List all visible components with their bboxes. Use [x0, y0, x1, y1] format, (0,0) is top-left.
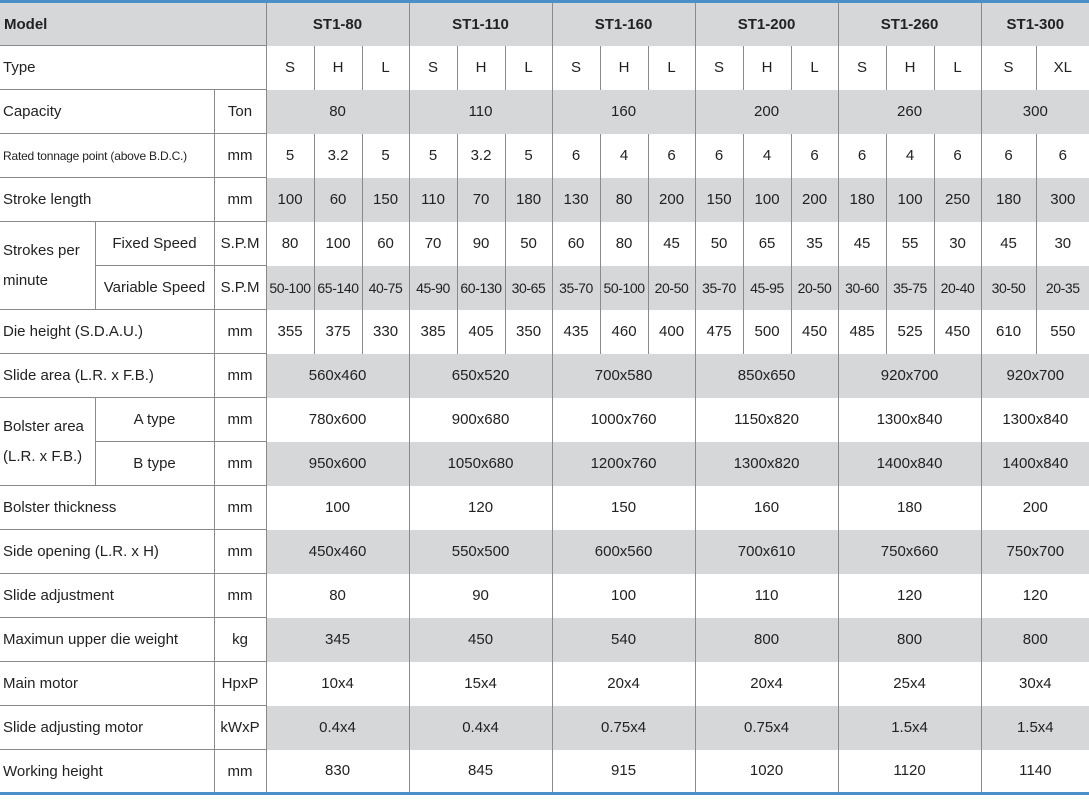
value-cell: S	[695, 46, 743, 90]
value-cell: 250	[934, 178, 981, 222]
value-cell: L	[934, 46, 981, 90]
value-cell: 0.75x4	[695, 706, 838, 750]
value-cell: 915	[552, 750, 695, 794]
value-cell: 6	[934, 134, 981, 178]
value-cell: 830	[266, 750, 409, 794]
row-unit: mm	[214, 750, 266, 794]
value-cell: 950x600	[266, 442, 409, 486]
value-cell: 30-60	[838, 266, 886, 310]
value-cell: 150	[695, 178, 743, 222]
row-unit: mm	[214, 398, 266, 442]
value-cell: 180	[981, 178, 1036, 222]
value-cell: 450	[791, 310, 838, 354]
value-cell: 10x4	[266, 662, 409, 706]
value-cell: 750x700	[981, 530, 1089, 574]
value-cell: 100	[552, 574, 695, 618]
value-cell: H	[314, 46, 362, 90]
value-cell: S	[266, 46, 314, 90]
value-cell: 450	[409, 618, 552, 662]
value-cell: 450x460	[266, 530, 409, 574]
value-cell: H	[457, 46, 505, 90]
value-cell: 600x560	[552, 530, 695, 574]
group-label: Bolster area (L.R. x F.B.)	[0, 398, 95, 486]
value-cell: 6	[838, 134, 886, 178]
row-side-opening	[0, 530, 1089, 574]
row-capacity	[0, 90, 1089, 134]
value-cell: 650x520	[409, 354, 552, 398]
row-unit: kWxP	[214, 706, 266, 750]
row-max-upper-die-weight	[0, 618, 1089, 662]
value-cell: 1120	[838, 750, 981, 794]
value-cell: 400	[648, 310, 695, 354]
model-header: ST1-260	[838, 2, 981, 46]
value-cell: 30x4	[981, 662, 1089, 706]
row-label: B type	[95, 442, 214, 486]
value-cell: 6	[1036, 134, 1089, 178]
value-cell: 540	[552, 618, 695, 662]
value-cell: 110	[409, 90, 552, 134]
value-cell: 80	[266, 222, 314, 266]
value-cell: 60	[362, 222, 409, 266]
row-label: Side opening (L.R. x H)	[0, 530, 214, 574]
value-cell: 40-75	[362, 266, 409, 310]
value-cell: H	[886, 46, 934, 90]
value-cell: 50	[695, 222, 743, 266]
value-cell: 3.2	[314, 134, 362, 178]
value-cell: 920x700	[981, 354, 1089, 398]
model-header: ST1-80	[266, 2, 409, 46]
value-cell: 6	[552, 134, 600, 178]
model-header: ST1-300	[981, 2, 1089, 46]
value-cell: 355	[266, 310, 314, 354]
value-cell: 1400x840	[838, 442, 981, 486]
value-cell: S	[409, 46, 457, 90]
row-unit: kg	[214, 618, 266, 662]
value-cell: 1140	[981, 750, 1089, 794]
value-cell: 65	[743, 222, 791, 266]
value-cell: 345	[266, 618, 409, 662]
value-cell: 1300x840	[838, 398, 981, 442]
value-cell: S	[552, 46, 600, 90]
value-cell: 800	[981, 618, 1089, 662]
value-cell: H	[743, 46, 791, 90]
row-label: Fixed Speed	[95, 222, 214, 266]
row-die-height	[0, 310, 1089, 354]
value-cell: 6	[695, 134, 743, 178]
value-cell: 200	[695, 90, 838, 134]
value-cell: 0.4x4	[409, 706, 552, 750]
value-cell: 35-70	[695, 266, 743, 310]
row-unit: mm	[214, 486, 266, 530]
value-cell: 920x700	[838, 354, 981, 398]
value-cell: 1150x820	[695, 398, 838, 442]
row-label: Working height	[0, 750, 214, 794]
value-cell: 1000x760	[552, 398, 695, 442]
row-label: Maximun upper die weight	[0, 618, 214, 662]
value-cell: 30-50	[981, 266, 1036, 310]
value-cell: 45-95	[743, 266, 791, 310]
row-slide-adjustment	[0, 574, 1089, 618]
value-cell: 6	[791, 134, 838, 178]
value-cell: 15x4	[409, 662, 552, 706]
row-unit: S.P.M	[214, 266, 266, 310]
value-cell: 180	[838, 178, 886, 222]
value-cell: 405	[457, 310, 505, 354]
value-cell: 20-50	[791, 266, 838, 310]
value-cell: 35-70	[552, 266, 600, 310]
row-label: Slide area (L.R. x F.B.)	[0, 354, 214, 398]
value-cell: 450	[934, 310, 981, 354]
row-label: Variable Speed	[95, 266, 214, 310]
value-cell: 80	[266, 90, 409, 134]
value-cell: 55	[886, 222, 934, 266]
value-cell: 560x460	[266, 354, 409, 398]
row-rated-tonnage	[0, 134, 1089, 178]
row-unit: S.P.M	[214, 222, 266, 266]
value-cell: 130	[552, 178, 600, 222]
value-cell: 100	[886, 178, 934, 222]
row-unit: mm	[214, 310, 266, 354]
value-cell: 180	[838, 486, 981, 530]
value-cell: 485	[838, 310, 886, 354]
value-cell: XL	[1036, 46, 1089, 90]
value-cell: 780x600	[266, 398, 409, 442]
value-cell: 110	[409, 178, 457, 222]
row-slide-area	[0, 354, 1089, 398]
value-cell: 90	[409, 574, 552, 618]
value-cell: L	[505, 46, 552, 90]
value-cell: 800	[838, 618, 981, 662]
row-variable-speed	[0, 266, 1089, 310]
value-cell: 1400x840	[981, 442, 1089, 486]
value-cell: 120	[409, 486, 552, 530]
row-label: Stroke length	[0, 178, 214, 222]
value-cell: 120	[838, 574, 981, 618]
value-cell: 200	[648, 178, 695, 222]
value-cell: 70	[409, 222, 457, 266]
value-cell: 900x680	[409, 398, 552, 442]
value-cell: 20x4	[552, 662, 695, 706]
value-cell: 475	[695, 310, 743, 354]
row-label: Bolster thickness	[0, 486, 214, 530]
row-bolster-b	[0, 442, 1089, 486]
value-cell: L	[362, 46, 409, 90]
value-cell: 1.5x4	[838, 706, 981, 750]
value-cell: 550x500	[409, 530, 552, 574]
value-cell: 385	[409, 310, 457, 354]
value-cell: 6	[981, 134, 1036, 178]
row-unit: mm	[214, 178, 266, 222]
row-label: A type	[95, 398, 214, 442]
value-cell: 1.5x4	[981, 706, 1089, 750]
row-bolster-thickness	[0, 486, 1089, 530]
value-cell: 30	[934, 222, 981, 266]
value-cell: 160	[552, 90, 695, 134]
value-cell: 80	[600, 178, 648, 222]
row-unit: mm	[214, 134, 266, 178]
value-cell: 65-140	[314, 266, 362, 310]
value-cell: 0.75x4	[552, 706, 695, 750]
value-cell: 20x4	[695, 662, 838, 706]
row-label: Slide adjusting motor	[0, 706, 214, 750]
value-cell: 525	[886, 310, 934, 354]
value-cell: 4	[600, 134, 648, 178]
value-cell: 100	[314, 222, 362, 266]
value-cell: 1300x820	[695, 442, 838, 486]
value-cell: 150	[552, 486, 695, 530]
value-cell: 5	[409, 134, 457, 178]
row-label: Capacity	[0, 90, 214, 134]
value-cell: 90	[457, 222, 505, 266]
model-header: ST1-160	[552, 2, 695, 46]
value-cell: 1020	[695, 750, 838, 794]
value-cell: 4	[886, 134, 934, 178]
value-cell: 435	[552, 310, 600, 354]
row-fixed-speed	[0, 222, 1089, 266]
row-main-motor	[0, 662, 1089, 706]
value-cell: 375	[314, 310, 362, 354]
value-cell: 50-100	[600, 266, 648, 310]
value-cell: 550	[1036, 310, 1089, 354]
row-unit: Ton	[214, 90, 266, 134]
value-cell: 35	[791, 222, 838, 266]
value-cell: 5	[505, 134, 552, 178]
value-cell: 700x610	[695, 530, 838, 574]
value-cell: 100	[266, 486, 409, 530]
value-cell: 1300x840	[981, 398, 1089, 442]
value-cell: 20-35	[1036, 266, 1089, 310]
value-cell: H	[600, 46, 648, 90]
value-cell: 50-100	[266, 266, 314, 310]
value-cell: 160	[695, 486, 838, 530]
value-cell: 45	[981, 222, 1036, 266]
value-cell: 100	[743, 178, 791, 222]
value-cell: 5	[362, 134, 409, 178]
value-cell: 300	[1036, 178, 1089, 222]
row-stroke-length	[0, 178, 1089, 222]
value-cell: 50	[505, 222, 552, 266]
row-unit: mm	[214, 354, 266, 398]
row-working-height	[0, 750, 1089, 794]
value-cell: 700x580	[552, 354, 695, 398]
value-cell: L	[791, 46, 838, 90]
row-label: Main motor	[0, 662, 214, 706]
value-cell: 60	[552, 222, 600, 266]
row-slide-adjusting-motor	[0, 706, 1089, 750]
value-cell: 60-130	[457, 266, 505, 310]
row-unit: mm	[214, 530, 266, 574]
value-cell: 80	[600, 222, 648, 266]
value-cell: 110	[695, 574, 838, 618]
value-cell: 200	[791, 178, 838, 222]
row-label: Slide adjustment	[0, 574, 214, 618]
value-cell: 300	[981, 90, 1089, 134]
value-cell: 1050x680	[409, 442, 552, 486]
row-unit: mm	[214, 442, 266, 486]
row-label: Type	[0, 46, 266, 90]
row-type	[0, 46, 1089, 90]
value-cell: 610	[981, 310, 1036, 354]
header-row	[0, 2, 1089, 46]
value-cell: 1200x760	[552, 442, 695, 486]
value-cell: 460	[600, 310, 648, 354]
value-cell: 800	[695, 618, 838, 662]
row-bolster-a	[0, 398, 1089, 442]
model-header: ST1-200	[695, 2, 838, 46]
value-cell: 5	[266, 134, 314, 178]
value-cell: 20-50	[648, 266, 695, 310]
value-cell: 20-40	[934, 266, 981, 310]
value-cell: 120	[981, 574, 1089, 618]
value-cell: 4	[743, 134, 791, 178]
value-cell: S	[838, 46, 886, 90]
value-cell: 35-75	[886, 266, 934, 310]
value-cell: S	[981, 46, 1036, 90]
value-cell: 260	[838, 90, 981, 134]
value-cell: 25x4	[838, 662, 981, 706]
group-label: Strokes per minute	[0, 222, 95, 310]
value-cell: 45	[838, 222, 886, 266]
row-unit: mm	[214, 574, 266, 618]
model-header: ST1-110	[409, 2, 552, 46]
model-label: Model	[0, 2, 266, 46]
value-cell: 200	[981, 486, 1089, 530]
value-cell: 330	[362, 310, 409, 354]
value-cell: 350	[505, 310, 552, 354]
value-cell: 45	[648, 222, 695, 266]
value-cell: 30	[1036, 222, 1089, 266]
row-unit: HpxP	[214, 662, 266, 706]
row-label: Rated tonnage point (above B.D.C.)	[0, 134, 214, 178]
value-cell: 6	[648, 134, 695, 178]
row-label: Die height (S.D.A.U.)	[0, 310, 214, 354]
value-cell: 845	[409, 750, 552, 794]
value-cell: 80	[266, 574, 409, 618]
value-cell: 180	[505, 178, 552, 222]
value-cell: 100	[266, 178, 314, 222]
value-cell: 45-90	[409, 266, 457, 310]
value-cell: 0.4x4	[266, 706, 409, 750]
value-cell: 850x650	[695, 354, 838, 398]
value-cell: 30-65	[505, 266, 552, 310]
value-cell: 750x660	[838, 530, 981, 574]
value-cell: 60	[314, 178, 362, 222]
value-cell: 150	[362, 178, 409, 222]
value-cell: 500	[743, 310, 791, 354]
value-cell: 3.2	[457, 134, 505, 178]
value-cell: 70	[457, 178, 505, 222]
value-cell: L	[648, 46, 695, 90]
